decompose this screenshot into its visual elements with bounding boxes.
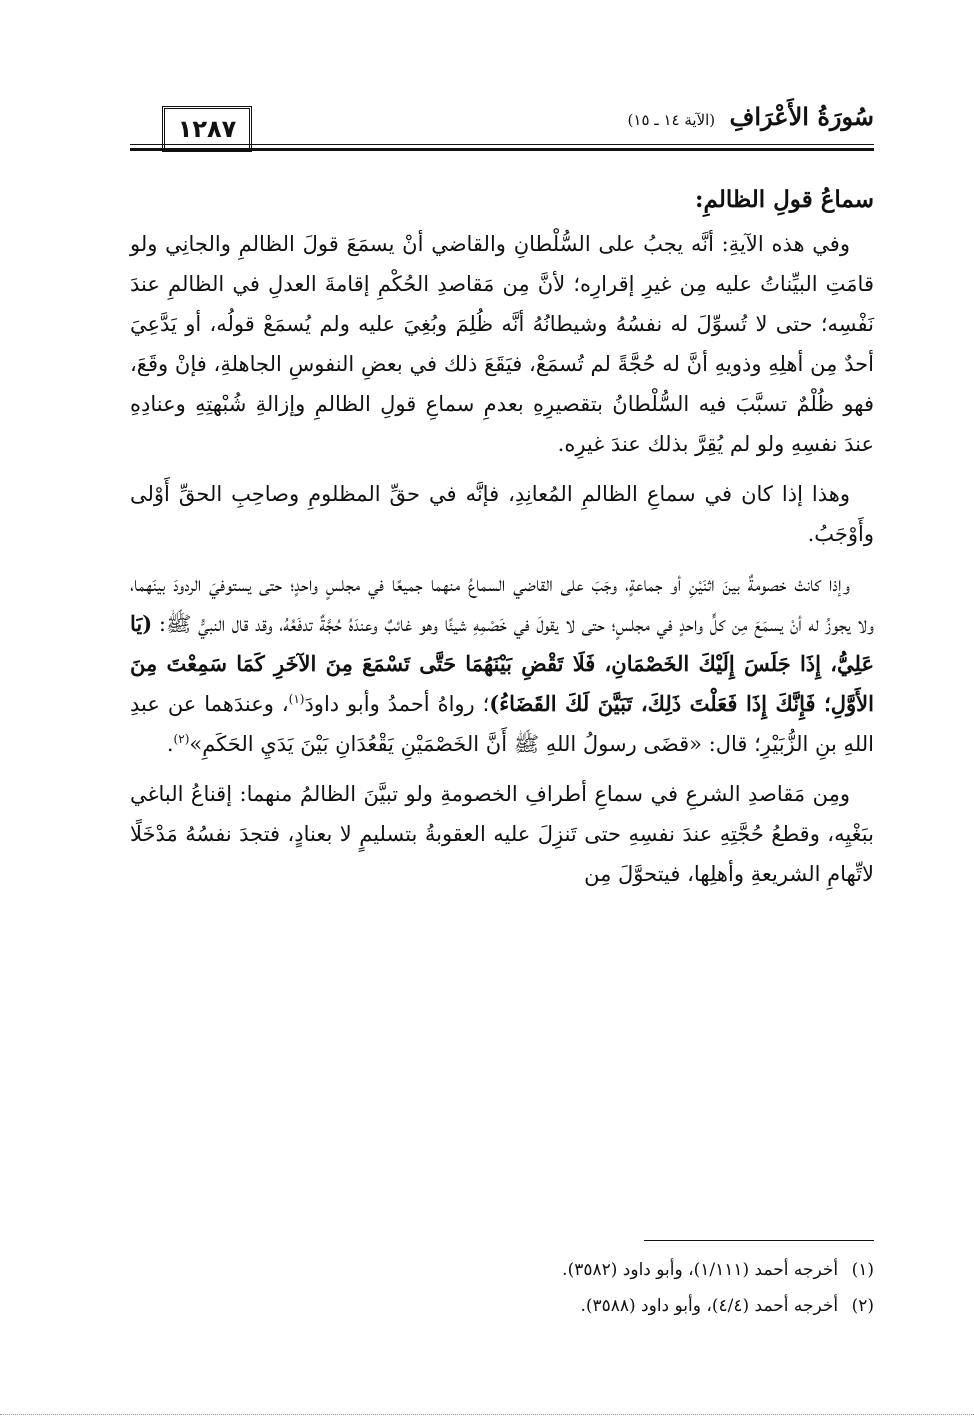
- footnote-text: أخرجه أحمد (٤/٤)، وأبو داود (٣٥٨٨).: [580, 1296, 839, 1316]
- footnote-text: أخرجه أحمد (١/١١١)، وأبو داود (٣٥٨٢).: [562, 1260, 839, 1280]
- paragraph-4: ومِن مَقاصدِ الشرعِ في سماعِ أطرافِ الخصومةِ ولو تبيَّنَ الظالمُ منهما: إقناعُ الباغي ببَغْيِه، وقطعُ حُجَّتِهِ عندَ نفسِهِ حتى تَنزِلَ عليه العقوبةُ بتسليمٍ لا بعنادٍ، فتجدَ نفسُهُ مَدْخَلًا لاتِّهامِ الشريعةِ وأهلِها، فيتحوَّلَ مِن: [130, 782, 874, 886]
- page-header: [130, 100, 874, 158]
- section-heading: سماعُ قولِ الظالمِ:: [695, 186, 874, 213]
- footnote-number: (١): [851, 1260, 874, 1280]
- scan-edge: [0, 1410, 974, 1415]
- paragraph-3: [130, 564, 874, 764]
- footnote-ref-1[interactable]: (١): [288, 692, 305, 706]
- paragraph-3-text-4: .: [166, 732, 174, 756]
- surah-name: سُورَةُ الأَعْرَافِ: [729, 102, 874, 131]
- header-rule: [130, 144, 874, 145]
- paragraph-3-text: وإذا كانتْ خصومةٌ بينَ اثنَيْنِ أو جماعةٍ، وجَبَ على القاضي السماعُ منهما جميعًا في مجلسٍ واحدٍ؛ حتى يستوفيَ الردودَ بينَهما، ولا يجوزُ له أنْ يسمَعَ مِن كلٍّ واحدٍ في مجلسٍ؛ حتى لا يقولَ في خَصْمِهِ شيئًا وهو غائبٌ وعندَهُ حُجَّةٌ تدفَعُهُ، وقد قال النبيُّ ﷺ:: [130, 572, 874, 636]
- paragraph-1: وفي هذه الآيةِ: أنَّه يجبُ على السُّلْطانِ والقاضي أنْ يسمَعَ قولَ الظالمِ والجانِي ولو قامَتِ البيِّناتُ عليه مِن غيرِ إقرارِه؛ لأنَّ مِن مَقاصدِ الحُكْمِ إقامةَ العدلِ في الظالمِ عندَ نَفْسِه؛ حتى لا تُسوِّلَ له نفسُهُ وشيطانُهُ أنَّه ظُلِمَ وبُغِيَ عليه ولم يُسمَعْ قولُه، أو يَدَّعِيَ أحدٌ مِن أهلِهِ وذويهِ أنَّ له حُجَّةً لم تُسمَعْ، فيَقَعَ ذلك في بعضِ النفوسِ الجاهلةِ، فإنْ وقَعَ، فهو ظُلْمٌ تسبَّبَ فيه السُّلْطانُ بتقصيرِهِ بعدمِ سماعِ قولِ الظالمِ وإزالةِ شُبْهتِهِ وعنادِهِ عندَ نفسِهِ ولو لم يُقِرَّ بذلك عندَ غيرِه.: [130, 232, 874, 456]
- page-number: [162, 106, 252, 152]
- footnote-1: [130, 1252, 874, 1288]
- footnote-number: (٢): [851, 1296, 874, 1316]
- footnote-2: [130, 1288, 874, 1324]
- footnote-divider: [644, 1240, 874, 1241]
- footnotes: [130, 1252, 874, 1324]
- hadith-quote: (يَا عَلِيُّ، إِذَا جَلَسَ إِلَيْكَ الخَصْمَانِ، فَلَا تَقْضِ بَيْنَهُمَا حَتَّى تَسْمَعَ مِنَ الآخَرِ كَمَا سَمِعْتَ مِنَ الأَوَّلِ؛ فَإِنَّكَ إِذَا فَعَلْتَ ذَلِكَ، تَبَيَّنَ لَكَ القَضَاءُ): [130, 611, 874, 716]
- main-text: [130, 178, 874, 904]
- footnote-ref-2[interactable]: (٢): [173, 732, 190, 746]
- paragraph-2: وهذا إذا كان في سماعِ الظالمِ المُعانِدِ، فإنَّه في حقِّ المظلومِ وصاحِبِ الحقِّ أَوْلى وأَوْجَبُ.: [130, 482, 874, 546]
- page-number-text: ١٢٨٧: [177, 115, 237, 143]
- paragraph-3-text-3: ، وعندَهما عن عبدِ اللهِ بنِ الزُّبَيْرِ؛ قال: «قضَى رسولُ اللهِ ﷺ أَنَّ الخَصْمَيْنِ يَقْعُدَانِ بَيْنَ يَدَيِ الحَكَمِ»: [130, 692, 874, 756]
- surah-title: [628, 102, 874, 131]
- paragraph-3-text-2: ؛ رواهُ أحمدُ وأبو داودَ: [304, 692, 490, 716]
- ayah-range: (الآية ١٤ ـ ١٥): [627, 111, 716, 129]
- header-rule-thick: [130, 148, 874, 151]
